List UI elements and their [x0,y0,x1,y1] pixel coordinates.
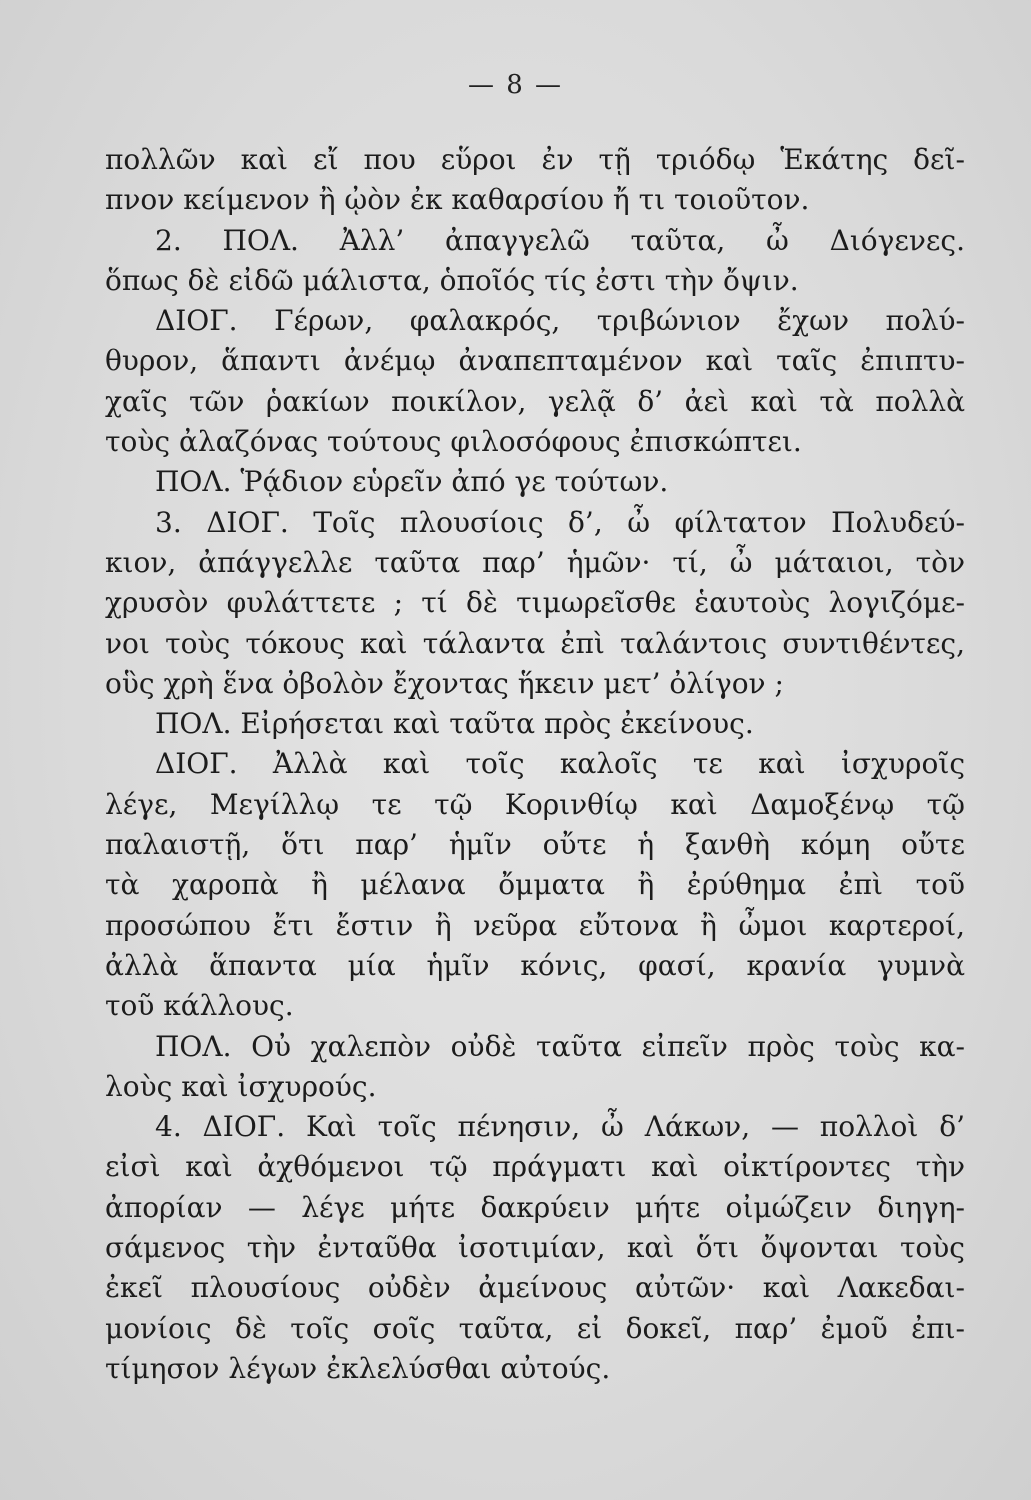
text-line: μονίοις δὲ τοῖς σοῖς ταῦτα, εἰ δοκεῖ, παρ’ ἐμοῦ ἐπι- [105,1311,965,1345]
text-line: σάμενος τὴν ἐνταῦθα ἰσοτιμίαν, καὶ ὅτι ὄψονται τοὺς [105,1231,965,1265]
text-line: ΠΟΛ. Ῥᾴδιον εὑρεῖν ἀπό γε τούτων. [155,465,669,499]
text-line: νοι τοὺς τόκους καὶ τάλαντα ἐπὶ ταλάντοις συντιθέντες, [105,626,965,660]
text-line: θυρον, ἅπαντι ἀνέμῳ ἀναπεπταμένον καὶ ταῖς ἐπιπτυ- [105,344,965,378]
text-line: παλαιστῇ, ὅτι παρ’ ἡμῖν οὔτε ἡ ξανθὴ κόμη οὔτε [105,828,965,862]
text-line: ὅπως δὲ εἰδῶ μάλιστα, ὁποῖός τίς ἐστι τὴν ὄψιν. [105,263,799,297]
text-line: πολλῶν καὶ εἴ που εὕροι ἐν τῇ τριόδῳ Ἑκάτης δεῖ- [105,143,965,176]
text-line: εἰσὶ καὶ ἀχθόμενοι τῷ πράγματι καὶ οἰκτίροντες τὴν [105,1150,965,1184]
text-line: ΔΙΟΓ. Γέρων, φαλακρός, τριβώνιον ἔχων πολύ- [155,304,965,338]
body-text [105,140,965,1389]
text-line: τίμησον λέγων ἐκλελύσθαι αὐτούς. [105,1351,611,1385]
page-number: — 8 — [467,70,564,100]
text-line: τοὺς ἀλαζόνας τούτους φιλοσόφους ἐπισκώπτει. [105,425,802,459]
text-line: 3. ΔΙΟΓ. Τοῖς πλουσίοις δ’, ὦ φίλτατον Πολυδεύ- [155,505,965,539]
text-line: ἀπορίαν — λέγε μήτε δακρύειν μήτε οἰμώζειν διηγη- [105,1190,965,1224]
text-line: ἀλλὰ ἅπαντα μία ἡμῖν κόνις, φασί, κρανία γυμνὰ [105,948,965,982]
text-line: λέγε, Μεγίλλῳ τε τῷ Κορινθίῳ καὶ Δαμοξένῳ τῷ [105,787,965,821]
text-line: ἐκεῖ πλουσίους οὐδὲν ἀμείνους αὐτῶν· καὶ Λακεδαι- [105,1271,965,1305]
text-line: προσώπου ἔτι ἔστιν ἢ νεῦρα εὔτονα ἢ ὦμοι καρτεροί, [105,908,965,942]
text-line: πνον κείμενον ἢ ᾠὸν ἐκ καθαρσίου ἤ τι τοιοῦτον. [105,183,810,217]
text-line: κιον, ἀπάγγελλε ταῦτα παρ’ ἡμῶν· τί, ὦ μάταιοι, τὸν [105,545,965,579]
text-line: 4. ΔΙΟΓ. Καὶ τοῖς πένησιν, ὦ Λάκων, — πολλοὶ δ’ [155,1110,965,1144]
text-line: τὰ χαροπὰ ἢ μέλανα ὄμματα ἢ ἐρύθημα ἐπὶ τοῦ [105,868,965,902]
text-line: ΠΟΛ. Εἰρήσεται καὶ ταῦτα πρὸς ἐκείνους. [155,707,754,741]
text-line: 2. ΠΟΛ. Ἀλλ’ ἀπαγγελῶ ταῦτα, ὦ Διόγενες. [155,223,965,257]
text-line: χρυσὸν φυλάττετε ; τί δὲ τιμωρεῖσθε ἑαυτοὺς λογιζόμε- [105,586,965,620]
text-line: ΠΟΛ. Οὐ χαλεπὸν οὐδὲ ταῦτα εἰπεῖν πρὸς τοὺς κα- [155,1029,965,1063]
text-line: λοὺς καὶ ἰσχυρούς. [105,1069,377,1103]
text-line: ΔΙΟΓ. Ἀλλὰ καὶ τοῖς καλοῖς τε καὶ ἰσχυροῖς [155,747,965,781]
text-line: τοῦ κάλλους. [105,989,294,1023]
text-line: οὓς χρὴ ἕνα ὀβολὸν ἔχοντας ἥκειν μετ’ ὀλίγον ; [105,666,784,700]
text-line: χαῖς τῶν ῥακίων ποικίλον, γελᾷ δ’ ἀεὶ καὶ τὰ πολλὰ [105,384,965,418]
